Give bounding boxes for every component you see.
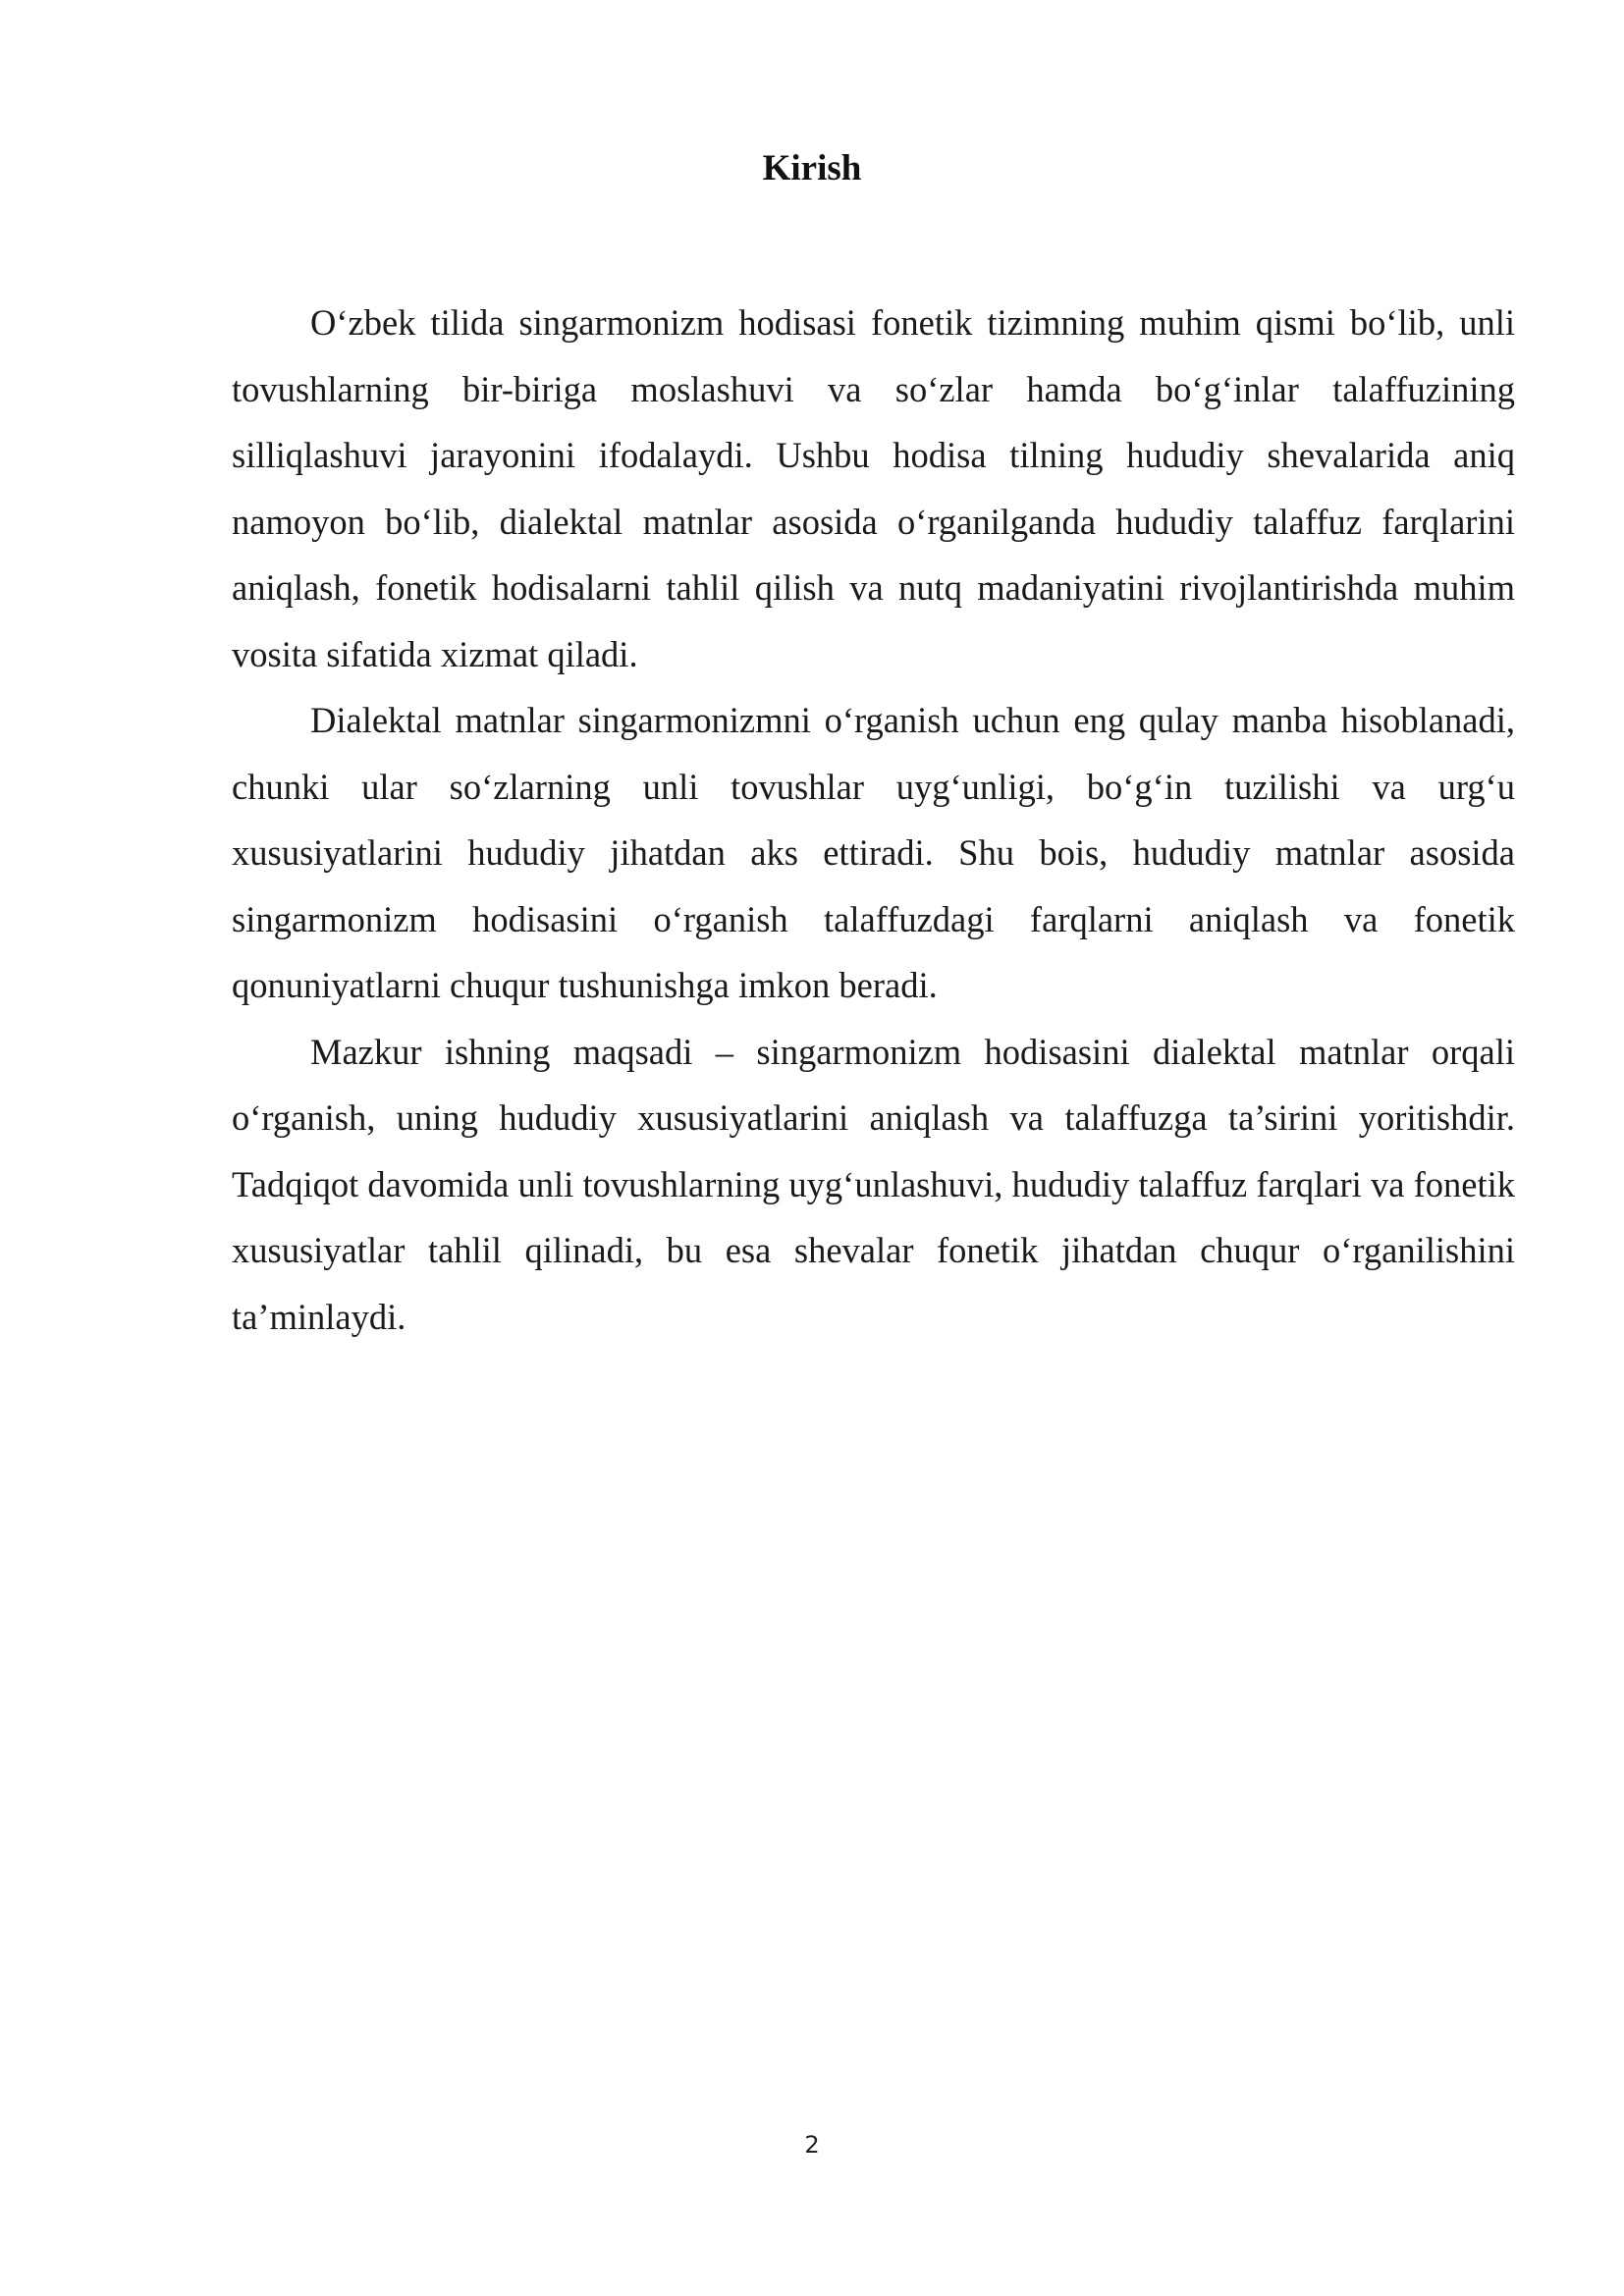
page-number: 2 [804, 2131, 820, 2159]
paragraph-3: Mazkur ishning maqsadi – singarmonizm hodisasini dialektal matnlar orqali o‘rganish, uning hududiy xususiyatlarini aniqlash va talaffuzga ta’sirini yoritishdir. Tadqiqot davomida unli tovushlarning uyg‘unlashuvi, hududiy talaffuz farqlari va fonetik xususiyatlar tahlil qilinadi, bu esa shevalar fonetik jihatdan chuqur o‘rganilishini ta’minlaydi. [232, 1031, 1515, 1337]
paragraph-1: O‘zbek tilida singarmonizm hodisasi fonetik tizimning muhim qismi bo‘lib, unli tovushlarning bir-biriga moslashuvi va so‘zlar hamda bo‘g‘inlar talaffuzining silliqlashuvi jarayonini ifodalaydi. Ushbu hodisa tilning hududiy shevalarida aniq namoyon bo‘lib, dialektal matnlar asosida o‘rganilganda hududiy talaffuz farqlarini aniqlash, fonetik hodisalarni tahlil qilish va nutq madaniyatini rivojlantirishda muhim vosita sifatida xizmat qiladi. [232, 302, 1515, 674]
section-heading: Kirish [762, 148, 862, 188]
body-text [232, 290, 1515, 1350]
paragraph-2: Dialektal matnlar singarmonizmni o‘rganish uchun eng qulay manba hisoblanadi, chunki ular so‘zlarning unli tovushlar uyg‘unligi, bo‘g‘in tuzilishi va urg‘u xususiyatlarini hududiy jihatdan aks ettiradi. Shu bois, hududiy matnlar asosida singarmonizm hodisasini o‘rganish talaffuzdagi farqlarni aniqlash va fonetik qonuniyatlarni chuqur tushunishga imkon beradi. [232, 700, 1515, 1005]
